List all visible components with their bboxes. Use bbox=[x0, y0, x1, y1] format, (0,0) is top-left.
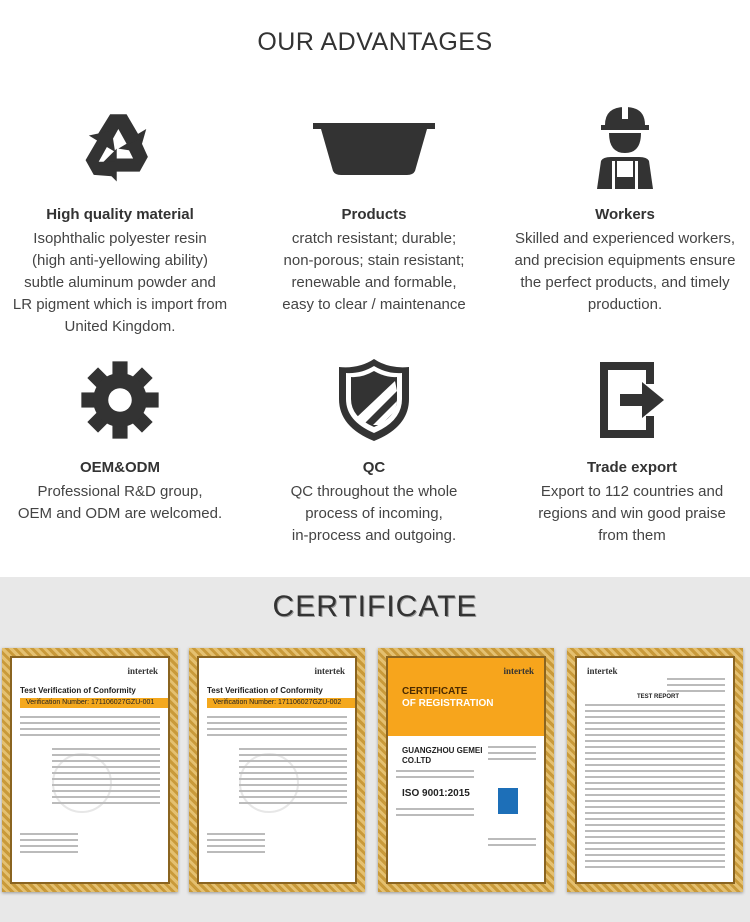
certificate-doc-2 bbox=[189, 648, 365, 892]
certificate-doc-1 bbox=[2, 648, 178, 892]
cert-title-line-2: OF REGISTRATION bbox=[402, 698, 494, 709]
doc-heading: TEST REPORT bbox=[637, 694, 680, 700]
export-line-1: Export to 112 countries and bbox=[540, 483, 724, 500]
recycle-icon bbox=[75, 102, 165, 192]
products-line-3: renewable and formable, bbox=[291, 274, 457, 291]
material-heading: High quality material bbox=[46, 206, 194, 223]
worker-icon bbox=[580, 102, 670, 192]
intertek-logo: intertek bbox=[503, 666, 534, 676]
oem-heading: OEM&ODM bbox=[80, 459, 160, 476]
qc-heading: QC bbox=[362, 459, 386, 476]
workers-line-2: and precision equipments ensure bbox=[514, 252, 736, 269]
intertek-logo: intertek bbox=[127, 666, 158, 676]
material-line-1: Isophthalic polyester resin bbox=[33, 230, 207, 247]
material-line-2: (high anti-yellowing ability) bbox=[32, 252, 208, 269]
qc-line-1: QC throughout the whole bbox=[290, 483, 458, 500]
workers-line-1: Skilled and experienced workers, bbox=[514, 230, 736, 247]
advantage-material bbox=[5, 102, 235, 338]
export-line-2: regions and win good praise bbox=[538, 505, 726, 522]
advantage-oem bbox=[5, 355, 235, 525]
iso-standard: ISO 9001:2015 bbox=[402, 788, 470, 799]
advantage-qc bbox=[259, 355, 489, 547]
export-icon bbox=[587, 355, 677, 445]
products-heading: Products bbox=[341, 206, 407, 223]
export-line-3: from them bbox=[598, 527, 666, 544]
advantage-products bbox=[259, 102, 489, 316]
doc-number: Verification Number: 171106027GZU-002 bbox=[207, 698, 357, 708]
cert-title-line-1: CERTIFICATE bbox=[402, 686, 468, 697]
advantage-export bbox=[507, 355, 750, 547]
doc-number: Verification Number: 171106027GZU-001 bbox=[20, 698, 170, 708]
products-line-4: easy to clear / maintenance bbox=[282, 296, 466, 313]
qc-line-3: in-process and outgoing. bbox=[291, 527, 457, 544]
intertek-logo: intertek bbox=[314, 666, 345, 676]
export-heading: Trade export bbox=[586, 459, 678, 476]
accreditation-badge bbox=[498, 788, 518, 814]
workers-line-3: the perfect products, and timely bbox=[520, 274, 730, 291]
shield-icon bbox=[329, 355, 419, 445]
oem-line-2: OEM and ODM are welcomed. bbox=[17, 505, 223, 522]
advantages-title: OUR ADVANTAGES bbox=[257, 28, 493, 56]
products-line-1: cratch resistant; durable; bbox=[291, 230, 457, 247]
doc-heading: Test Verification of Conformity bbox=[207, 686, 323, 695]
advantage-workers bbox=[500, 102, 750, 316]
workers-line-4: production. bbox=[587, 296, 663, 313]
oem-line-1: Professional R&D group, bbox=[37, 483, 203, 500]
company-name: GUANGZHOU GEMEI bbox=[402, 746, 483, 755]
material-line-4: LR pigment which is import from bbox=[12, 296, 228, 313]
certificate-doc-4 bbox=[567, 648, 743, 892]
workers-heading: Workers bbox=[595, 206, 655, 223]
qc-line-2: process of incoming, bbox=[305, 505, 443, 522]
certificate-title: CERTIFICATE bbox=[272, 590, 478, 623]
basin-icon bbox=[304, 102, 444, 192]
material-line-3: subtle aluminum powder and bbox=[24, 274, 216, 291]
material-line-5: United Kingdom. bbox=[64, 318, 176, 335]
products-line-2: non-porous; stain resistant; bbox=[283, 252, 465, 269]
gear-icon bbox=[75, 355, 165, 445]
intertek-logo: intertek bbox=[587, 666, 618, 676]
certificate-doc-3 bbox=[378, 648, 554, 892]
company-suffix: CO.LTD bbox=[402, 756, 432, 765]
doc-heading: Test Verification of Conformity bbox=[20, 686, 136, 695]
